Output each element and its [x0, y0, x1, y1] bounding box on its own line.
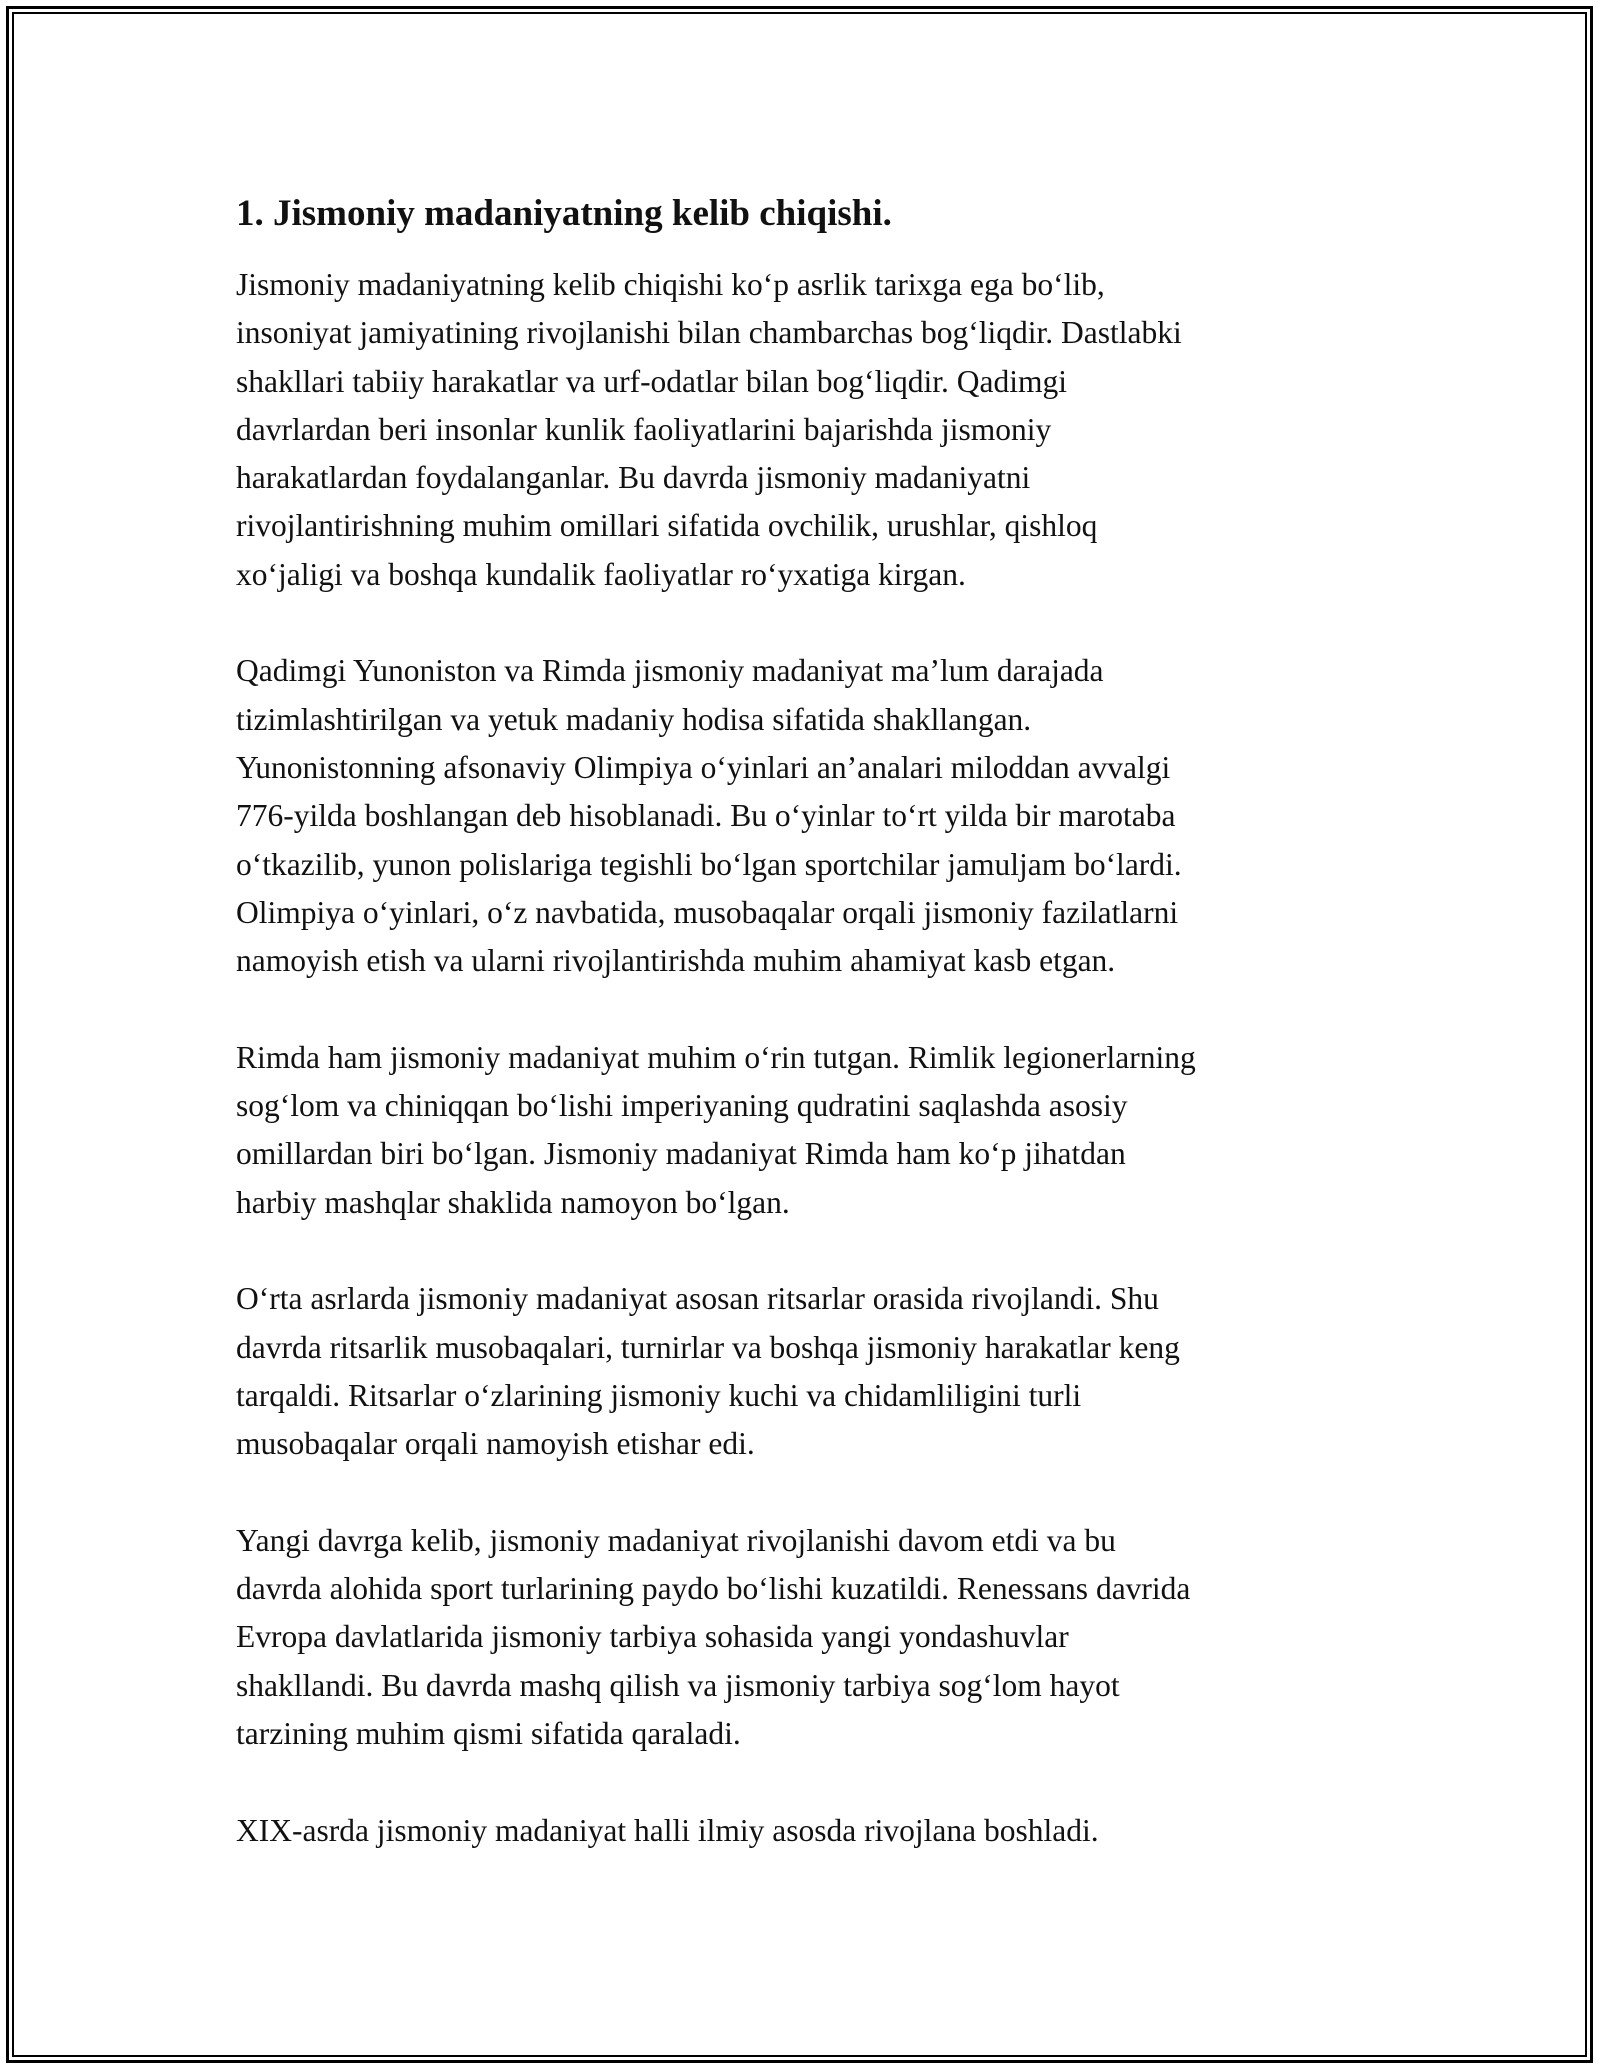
paragraph-new-era: Yangi davrga kelib, jismoniy madaniyat rivojlanishi davom etdi va bu davrda alohida sport turlarining paydo bo‘lishi kuzatildi. Renessans davrida Evropa davlatlarida jismoniy tarbiya sohasida yangi yondashuvlar shakllandi. Bu davrda mashq qilish va jismoniy tarbiya sog‘lom hayot tarzining muhim qismi sifatida qaraladi. — [236, 1522, 1191, 1751]
paragraph-nineteenth-century: XIX-asrda jismoniy madaniyat halli ilmiy asosda rivojlana boshladi. — [236, 1812, 1099, 1848]
section-heading: 1. Jismoniy madaniyatning kelib chiqishi. — [236, 193, 892, 234]
paragraph-rome: Rimda ham jismoniy madaniyat muhim o‘rin tutgan. Rimlik legionerlarning sog‘lom va chiniqqan bo‘lishi imperiyaning qudratini saqlashda asosiy omillardan biri bo‘lgan. Jismoniy madaniyat Rimda ham ko‘p jihatdan harbiy mashqlar shaklida namoyon bo‘lgan. — [236, 1039, 1196, 1220]
paragraph-greece-rome: Qadimgi Yunoniston va Rimda jismoniy madaniyat ma’lum darajada tizimlashtirilgan va yetuk madaniy hodisa sifatida shakllangan. Yunonistonning afsonaviy Olimpiya o‘yinlari an’analari miloddan avvalgi 776-yilda boshlangan deb hisoblanadi. Bu o‘yinlar to‘rt yilda bir marotaba o‘tkazilib, yunon polislariga tegishli bo‘lgan sportchilar jamuljam bo‘lardi. Olimpiya o‘yinlari, o‘z navbatida, musobaqalar orqali jismoniy fazilatlarni namoyish etish va ularni rivojlantirishda muhim ahamiyat kasb etgan. — [236, 653, 1182, 979]
paragraph-origins: Jismoniy madaniyatning kelib chiqishi ko‘p asrlik tarixga ega bo‘lib, insoniyat jamiyatining rivojlanishi bilan chambarchas bog‘liqdir. Dastlabki shakllari tabiiy harakatlar va urf-odatlar bilan bog‘liqdir. Qadimgi davrlardan beri insonlar kunlik faoliyatlarini bajarishda jismoniy harakatlardan foydalanganlar. Bu davrda jismoniy madaniyatni rivojlantirishning muhim omillari sifatida ovchilik, urushlar, qishloq xo‘jaligi va boshqa kundalik faoliyatlar ro‘yxatiga kirgan. — [236, 267, 1182, 592]
paragraph-middle-ages: O‘rta asrlarda jismoniy madaniyat asosan ritsarlar orasida rivojlandi. Shu davrda ritsarlik musobaqalari, turnirlar va boshqa jismoniy harakatlar keng tarqaldi. Ritsarlar o‘zlarining jismoniy kuchi va chidamliligini turli musobaqalar orqali namoyish etishar edi. — [236, 1281, 1180, 1462]
document-body — [236, 190, 1376, 1855]
